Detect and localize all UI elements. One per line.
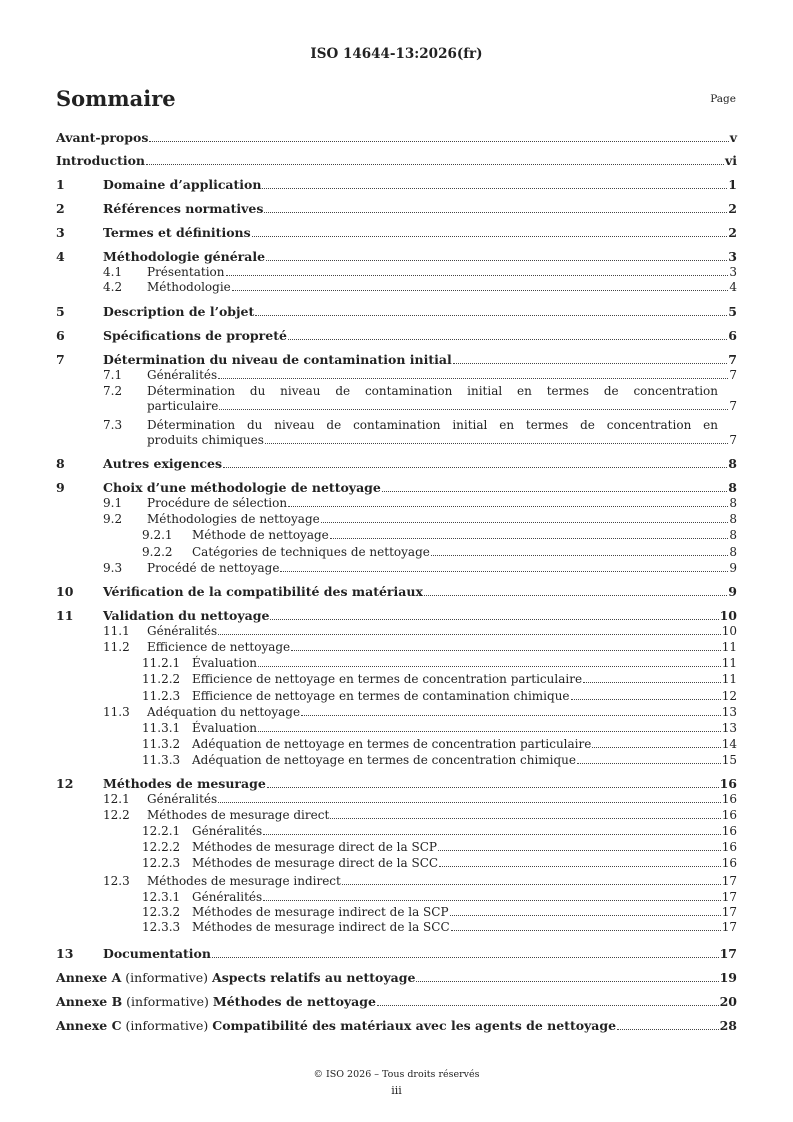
toc-entry-page: 10 bbox=[721, 624, 737, 638]
toc-entry-number: 9.2.1 bbox=[142, 528, 173, 542]
toc-entry-title: Avant-propos bbox=[56, 130, 149, 145]
dot-leader bbox=[291, 650, 721, 651]
toc-entry-number: 12.1 bbox=[103, 792, 130, 806]
toc-entry-12-3-3[interactable] bbox=[142, 920, 737, 934]
toc-entry-number: 11 bbox=[56, 608, 74, 623]
dot-leader bbox=[266, 260, 727, 261]
toc-entry-title: Compatibilité des matériaux avec les agents de nettoyage bbox=[212, 1018, 617, 1033]
dot-leader bbox=[382, 491, 727, 492]
toc-entry-11-2-3[interactable] bbox=[142, 689, 737, 703]
toc-entry-title: Méthodes de mesurage direct de la SCP bbox=[192, 840, 437, 854]
toc-entry-page: 8 bbox=[729, 512, 737, 526]
toc-entry-11-3[interactable] bbox=[103, 705, 737, 719]
toc-entry-section-3[interactable] bbox=[56, 225, 737, 240]
toc-entry-annex-c[interactable] bbox=[56, 1018, 737, 1033]
dot-leader bbox=[453, 363, 728, 364]
toc-entry-page: 17 bbox=[721, 920, 737, 934]
toc-entry-page: 16 bbox=[721, 808, 737, 822]
annex-tag: (informative) bbox=[125, 970, 209, 985]
dot-leader bbox=[218, 378, 728, 379]
toc-entry-page: 1 bbox=[728, 177, 737, 192]
toc-entry-number: 11.3.3 bbox=[142, 753, 181, 767]
toc-entry-title: Catégories de techniques de nettoyage bbox=[192, 545, 430, 559]
toc-entry-page: 3 bbox=[728, 249, 737, 264]
dot-leader bbox=[592, 747, 720, 748]
toc-entry-page: 8 bbox=[729, 496, 737, 510]
toc-entry-number: 11.2.3 bbox=[142, 689, 181, 703]
toc-entry-title: Spécifications de propreté bbox=[103, 328, 287, 343]
dot-leader bbox=[265, 443, 729, 444]
toc-entry-page: 8 bbox=[728, 456, 737, 471]
toc-entry-title: Méthode de nettoyage bbox=[192, 528, 329, 542]
toc-entry-page: 19 bbox=[719, 970, 737, 985]
toc-entry-page: 8 bbox=[729, 528, 737, 542]
dot-leader bbox=[321, 522, 729, 523]
toc-entry-title: Références normatives bbox=[103, 201, 264, 216]
toc-entry-page: 11 bbox=[721, 656, 737, 670]
dot-leader bbox=[288, 339, 727, 340]
toc-entry-annex-a[interactable] bbox=[56, 970, 737, 985]
dot-leader bbox=[438, 850, 721, 851]
toc-entry-section-6[interactable] bbox=[56, 328, 737, 343]
toc-entry-4-2[interactable] bbox=[103, 280, 737, 294]
toc-entry-page: 20 bbox=[719, 994, 737, 1009]
toc-entry-title: Méthodes de mesurage bbox=[103, 776, 266, 791]
toc-entry-title: Méthodes de mesurage direct bbox=[147, 808, 330, 822]
toc-entry-title: Termes et définitions bbox=[103, 225, 251, 240]
toc-entry-page: 28 bbox=[719, 1018, 737, 1033]
toc-entry-page: 8 bbox=[729, 545, 737, 559]
toc-entry-title: produits chimiques bbox=[147, 433, 264, 447]
toc-entry-11-3-2[interactable] bbox=[142, 737, 737, 751]
toc-entry-11-3-1[interactable] bbox=[142, 721, 737, 735]
toc-entry-page: 7 bbox=[729, 368, 737, 382]
toc-entry-title: particulaire bbox=[147, 399, 219, 413]
dot-leader bbox=[330, 538, 729, 539]
toc-entry-7-1[interactable] bbox=[103, 368, 737, 382]
copyright-notice: © ISO 2026 – Tous droits réservés bbox=[313, 1069, 480, 1080]
annex-label: Annexe C bbox=[56, 1018, 122, 1033]
toc-entry-section-12[interactable] bbox=[56, 776, 737, 791]
dot-leader bbox=[262, 188, 727, 189]
toc-entry-title: Évaluation bbox=[192, 721, 258, 735]
toc-entry-title: Adéquation de nettoyage en termes de concentration particulaire bbox=[192, 737, 592, 751]
dot-leader bbox=[226, 275, 729, 276]
toc-entry-number: 9 bbox=[56, 480, 65, 495]
toc-entry-page: 17 bbox=[721, 890, 737, 904]
toc-entry-page: 8 bbox=[728, 480, 737, 495]
dot-leader bbox=[218, 634, 721, 635]
dot-leader bbox=[212, 957, 719, 958]
toc-entry-page: 13 bbox=[721, 705, 737, 719]
toc-entry-number: 11.2 bbox=[103, 640, 130, 654]
toc-entry-page: 16 bbox=[721, 824, 737, 838]
dot-leader bbox=[280, 571, 728, 572]
dot-leader bbox=[450, 915, 721, 916]
toc-entry-12-2-2[interactable] bbox=[142, 840, 737, 854]
toc-entry-7-2-number: 7.2 bbox=[103, 384, 123, 398]
toc-entry-page: 16 bbox=[721, 856, 737, 870]
dot-leader bbox=[223, 467, 727, 468]
toc-entry-12-2-3[interactable] bbox=[142, 856, 737, 870]
toc-entry-page: vi bbox=[724, 153, 737, 168]
annex-tag: (informative) bbox=[125, 1018, 209, 1033]
dot-leader bbox=[571, 699, 721, 700]
toc-entry-page: 11 bbox=[721, 672, 737, 686]
toc-entry-title: Généralités bbox=[147, 624, 218, 638]
toc-entry-title: Méthodes de mesurage direct de la SCC bbox=[192, 856, 439, 870]
dot-leader bbox=[267, 787, 719, 788]
toc-entry-number: 9.3 bbox=[103, 561, 123, 575]
dot-leader bbox=[577, 763, 721, 764]
toc-entry-page: 7 bbox=[729, 433, 737, 447]
dot-leader bbox=[264, 212, 727, 213]
toc-entry-number: 7.1 bbox=[103, 368, 123, 382]
toc-entry-page: 3 bbox=[729, 265, 737, 279]
toc-entry-title: Choix d’une méthodologie de nettoyage bbox=[103, 480, 381, 495]
dot-leader bbox=[301, 715, 721, 716]
toc-entry-title: Méthodologies de nettoyage bbox=[147, 512, 320, 526]
toc-entry-number: 13 bbox=[56, 946, 74, 961]
toc-entry-section-11[interactable] bbox=[56, 608, 737, 623]
toc-entry-number: 3 bbox=[56, 225, 65, 240]
toc-entry-title: Description de l’objet bbox=[103, 304, 255, 319]
toc-entry-12-1[interactable] bbox=[103, 792, 737, 806]
toc-entry-title: Méthodes de nettoyage bbox=[212, 994, 376, 1009]
toc-entry-number: 12.2.2 bbox=[142, 840, 181, 854]
toc-entry-page: 9 bbox=[729, 561, 737, 575]
toc-entry-page: 14 bbox=[721, 737, 737, 751]
toc-entry-7-2[interactable] bbox=[147, 399, 737, 413]
dot-leader bbox=[219, 409, 728, 410]
toc-entry-page: 16 bbox=[719, 776, 737, 791]
toc-entry-title: Méthodes de mesurage indirect de la SCP bbox=[192, 905, 449, 919]
toc-entry-number: 11.3.2 bbox=[142, 737, 181, 751]
toc-entry-title: Validation du nettoyage bbox=[103, 608, 270, 623]
dot-leader bbox=[146, 164, 724, 165]
toc-entry-title: Généralités bbox=[147, 792, 218, 806]
toc-entry-page: 7 bbox=[729, 399, 737, 413]
toc-entry-page: 16 bbox=[721, 792, 737, 806]
toc-entry-number: 5 bbox=[56, 304, 65, 319]
dot-leader bbox=[263, 900, 721, 901]
toc-entry-page: 6 bbox=[728, 328, 737, 343]
toc-entry-avant-propos[interactable] bbox=[56, 130, 737, 145]
toc-entry-number: 11.2.2 bbox=[142, 672, 181, 686]
page-column-label: Page bbox=[710, 93, 736, 105]
toc-entry-title: Généralités bbox=[147, 368, 218, 382]
dot-leader bbox=[330, 818, 720, 819]
toc-entry-section-9[interactable] bbox=[56, 480, 737, 495]
toc-entry-page: 13 bbox=[721, 721, 737, 735]
toc-entry-title: Adéquation du nettoyage bbox=[147, 705, 301, 719]
toc-entry-title: Généralités bbox=[192, 824, 263, 838]
toc-entry-title: Procédé de nettoyage bbox=[147, 561, 280, 575]
toc-entry-title: Vérification de la compatibilité des matériaux bbox=[103, 584, 423, 599]
toc-entry-page: 2 bbox=[728, 225, 737, 240]
toc-entry-number: 11.2.1 bbox=[142, 656, 181, 670]
dot-leader bbox=[255, 315, 727, 316]
toc-entry-title: Domaine d’application bbox=[103, 177, 262, 192]
toc-entry-number: 9.2.2 bbox=[142, 545, 173, 559]
toc-entry-page: 17 bbox=[719, 946, 737, 961]
toc-entry-number: 12.3.3 bbox=[142, 920, 181, 934]
toc-entry-number: 12.3 bbox=[103, 874, 130, 888]
toc-entry-page: 5 bbox=[728, 304, 737, 319]
toc-entry-11-3-3[interactable] bbox=[142, 753, 737, 767]
toc-entry-title: Détermination du niveau de contamination initial bbox=[103, 352, 452, 367]
toc-entry-introduction[interactable] bbox=[56, 153, 737, 168]
toc-entry-number: 1 bbox=[56, 177, 65, 192]
toc-entry-title: Introduction bbox=[56, 153, 146, 168]
toc-entry-11-2[interactable] bbox=[103, 640, 737, 654]
dot-leader bbox=[258, 731, 721, 732]
dot-leader bbox=[377, 1005, 719, 1006]
dot-leader bbox=[416, 981, 718, 982]
toc-entry-number: 12.3.1 bbox=[142, 890, 181, 904]
toc-entry-9-2-2[interactable] bbox=[142, 545, 737, 559]
toc-entry-number: 9.2 bbox=[103, 512, 123, 526]
toc-entry-7-3-line1: Détermination du niveau de contamination initial en termes de concentration en bbox=[147, 418, 718, 432]
toc-entry-page: 17 bbox=[721, 874, 737, 888]
page-title: Sommaire bbox=[56, 86, 176, 111]
toc-entry-title: Procédure de sélection bbox=[147, 496, 288, 510]
annex-tag: (informative) bbox=[126, 994, 209, 1009]
toc-entry-number: 11.3 bbox=[103, 705, 130, 719]
dot-leader bbox=[252, 236, 728, 237]
toc-entry-page: 9 bbox=[728, 584, 737, 599]
toc-entry-section-7[interactable] bbox=[56, 352, 737, 367]
toc-entry-number: 7 bbox=[56, 352, 65, 367]
toc-entry-section-8[interactable] bbox=[56, 456, 737, 471]
toc-entry-12-2-1[interactable] bbox=[142, 824, 737, 838]
toc-entry-4-1[interactable] bbox=[103, 265, 737, 279]
toc-entry-number: 12.2.1 bbox=[142, 824, 181, 838]
dot-leader bbox=[583, 682, 721, 683]
toc-entry-11-1[interactable] bbox=[103, 624, 737, 638]
toc-entry-number: 4.2 bbox=[103, 280, 123, 294]
dot-leader bbox=[270, 619, 718, 620]
toc-entry-number: 4 bbox=[56, 249, 65, 264]
toc-entry-9-2[interactable] bbox=[103, 512, 737, 526]
toc-entry-9-3[interactable] bbox=[103, 561, 737, 575]
toc-entry-number: 11.1 bbox=[103, 624, 130, 638]
toc-entry-number: 4.1 bbox=[103, 265, 123, 279]
dot-leader bbox=[149, 141, 728, 142]
toc-entry-page: 16 bbox=[721, 840, 737, 854]
toc-entry-number: 6 bbox=[56, 328, 65, 343]
toc-entry-section-13[interactable] bbox=[56, 946, 737, 961]
toc-entry-number: 11.3.1 bbox=[142, 721, 181, 735]
toc-entry-number: 8 bbox=[56, 456, 65, 471]
toc-entry-12-3-1[interactable] bbox=[142, 890, 737, 904]
toc-entry-page: 2 bbox=[728, 201, 737, 216]
dot-leader bbox=[218, 802, 721, 803]
toc-entry-title: Documentation bbox=[103, 946, 211, 961]
toc-entry-7-3[interactable] bbox=[147, 433, 737, 447]
toc-entry-7-3-number: 7.3 bbox=[103, 418, 123, 432]
dot-leader bbox=[258, 666, 721, 667]
dot-leader bbox=[263, 834, 721, 835]
toc-entry-section-10[interactable] bbox=[56, 584, 737, 599]
dot-leader bbox=[342, 884, 721, 885]
dot-leader bbox=[451, 930, 721, 931]
toc-entry-section-4[interactable] bbox=[56, 249, 737, 264]
toc-entry-page: 7 bbox=[728, 352, 737, 367]
toc-entry-11-2-2[interactable] bbox=[142, 672, 737, 686]
toc-entry-number: 2 bbox=[56, 201, 65, 216]
dot-leader bbox=[439, 866, 721, 867]
toc-entry-section-2[interactable] bbox=[56, 201, 737, 216]
dot-leader bbox=[617, 1029, 718, 1030]
toc-entry-12-2[interactable] bbox=[103, 808, 737, 822]
toc-entry-title: Évaluation bbox=[192, 656, 258, 670]
toc-entry-title: Autres exigences bbox=[103, 456, 223, 471]
dot-leader bbox=[431, 555, 729, 556]
toc-entry-page: 17 bbox=[721, 905, 737, 919]
toc-entry-number: 9.1 bbox=[103, 496, 123, 510]
toc-entry-number: 12.2.3 bbox=[142, 856, 181, 870]
toc-entry-12-3-2[interactable] bbox=[142, 905, 737, 919]
toc-entry-number: 12 bbox=[56, 776, 74, 791]
toc-entry-title: Efficience de nettoyage en termes de concentration particulaire bbox=[192, 672, 583, 686]
toc-entry-title: Aspects relatifs au nettoyage bbox=[212, 970, 416, 985]
document-header: ISO 14644-13:2026(fr) bbox=[310, 46, 483, 62]
toc-entry-title: Présentation bbox=[147, 265, 225, 279]
toc-entry-page: 12 bbox=[721, 689, 737, 703]
toc-entry-section-5[interactable] bbox=[56, 304, 737, 319]
toc-entry-section-1[interactable] bbox=[56, 177, 737, 192]
toc-entry-page: 15 bbox=[721, 753, 737, 767]
annex-label: Annexe A bbox=[56, 970, 122, 985]
annex-label: Annexe B bbox=[56, 994, 123, 1009]
toc-entry-title: Méthodologie générale bbox=[103, 249, 266, 264]
toc-entry-number: 12.2 bbox=[103, 808, 130, 822]
toc-entry-page: v bbox=[729, 130, 737, 145]
page-number: iii bbox=[391, 1084, 402, 1097]
toc-entry-page: 10 bbox=[719, 608, 737, 623]
toc-entry-title: Adéquation de nettoyage en termes de concentration chimique bbox=[192, 753, 577, 767]
dot-leader bbox=[288, 506, 728, 507]
toc-entry-page: 11 bbox=[721, 640, 737, 654]
dot-leader bbox=[424, 595, 727, 596]
toc-entry-page: 4 bbox=[729, 280, 737, 294]
toc-entry-9-1[interactable] bbox=[103, 496, 737, 510]
toc-entry-title: Généralités bbox=[192, 890, 263, 904]
toc-entry-annex-b[interactable] bbox=[56, 994, 737, 1009]
toc-entry-number: 12.3.2 bbox=[142, 905, 181, 919]
toc-entry-title: Méthodologie bbox=[147, 280, 231, 294]
toc-entry-title: Efficience de nettoyage bbox=[147, 640, 291, 654]
toc-entry-title: Efficience de nettoyage en termes de contamination chimique bbox=[192, 689, 570, 703]
toc-entry-11-2-1[interactable] bbox=[142, 656, 737, 670]
toc-entry-title: Méthodes de mesurage indirect de la SCC bbox=[192, 920, 450, 934]
toc-entry-number: 10 bbox=[56, 584, 74, 599]
toc-entry-9-2-1[interactable] bbox=[142, 528, 737, 542]
toc-entry-12-3[interactable] bbox=[103, 874, 737, 888]
toc-entry-title: Méthodes de mesurage indirect bbox=[147, 874, 341, 888]
dot-leader bbox=[232, 290, 729, 291]
toc-entry-7-2-line1: Détermination du niveau de contamination initial en termes de concentration bbox=[147, 384, 718, 398]
